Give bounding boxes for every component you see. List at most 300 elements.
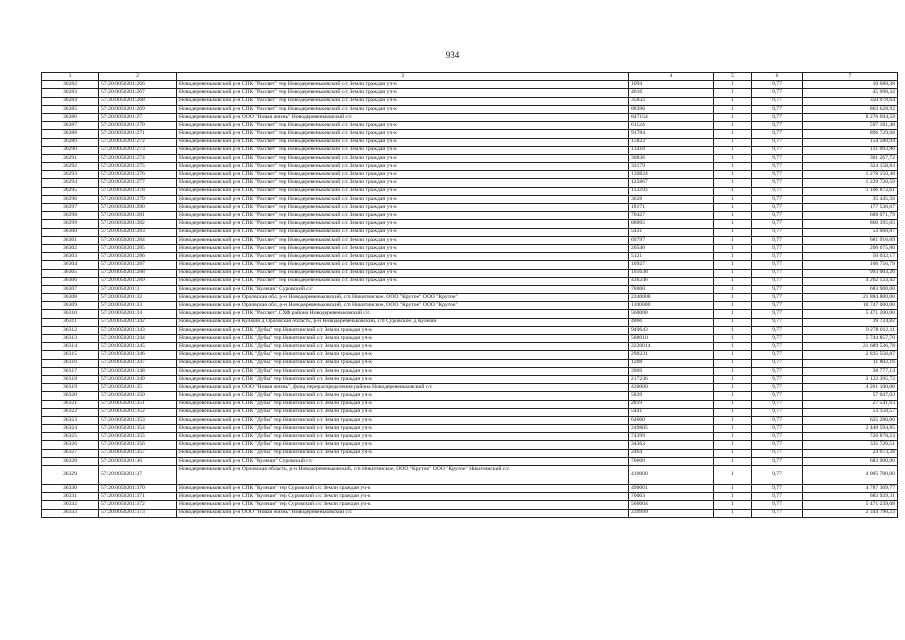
quantity-value: 1 [714, 81, 752, 89]
table-row [42, 416, 898, 424]
table-row [42, 310, 898, 318]
table-row [42, 220, 898, 228]
rate-value: 9,77 [752, 253, 803, 261]
row-number: 36330 [42, 485, 99, 493]
land-description: Новодеревеньковский р-н СПК "Дубы" тер Никитинский с/с Земли граждан уч-к [177, 359, 629, 367]
table-row [42, 113, 898, 121]
rate-value: 9,77 [752, 236, 803, 244]
rate-value: 9,77 [752, 89, 803, 97]
rate-value: 9,77 [752, 228, 803, 236]
rate-value: 9,77 [752, 408, 803, 416]
column-number-header-row [42, 73, 898, 81]
table-row [42, 130, 898, 138]
quantity-value: 1 [714, 179, 752, 187]
quantity-value: 1 [714, 220, 752, 228]
land-description: Новодеревеньковский р-н СПК "Рассвет" тер Новодеревеньковский с/с Земли граждан уч-к [177, 253, 629, 261]
table-row [42, 277, 898, 285]
quantity-value: 1 [714, 236, 752, 244]
area-value: 33179 [629, 163, 714, 171]
rate-value: 9,77 [752, 493, 803, 501]
table-row [42, 81, 898, 89]
table-row [42, 509, 898, 517]
land-description: Новодеревеньковский р-н СПК "Дубы" тер Никитинский с/с Земли граждан уч-к [177, 449, 629, 457]
row-number: 36293 [42, 171, 99, 179]
quantity-value: 1 [714, 138, 752, 146]
land-description: Новодеревеньковский р-н СПК "Дубы" тер Никитинский с/с Земли граждан уч-к [177, 408, 629, 416]
land-description: Новодеревеньковский р-н СПК "Дубы" тер Никитинский с/с Земли граждан уч-к [177, 392, 629, 400]
sum-value: 350 078,64 [803, 97, 898, 105]
column-header-1: 1 [42, 73, 99, 81]
quantity-value: 1 [714, 269, 752, 277]
area-value: 70000 [629, 285, 714, 293]
cadastral-number: 57:20:0050201:343 [99, 326, 177, 334]
cadastral-number: 57:20:0050201:36 [99, 457, 177, 465]
rate-value: 9,77 [752, 485, 803, 493]
cadastral-number: 57:20:0050201:32 [99, 294, 177, 302]
area-value: 560004 [629, 501, 714, 509]
table-body [42, 81, 898, 518]
row-number: 36319 [42, 384, 99, 392]
sum-value: 21 689 536,78 [803, 343, 898, 351]
area-value: 20540 [629, 244, 714, 252]
land-description: Новодеревеньковский р-н Орловская область, р-н Новодеревеньковский, с/п Никитинское, ООО "Крутое" ООО "Крутое" Никитинский с/с [177, 466, 629, 485]
quantity-value: 1 [714, 277, 752, 285]
rate-value: 9,77 [752, 122, 803, 130]
cadastral-number: 57:20:0050201:34 [99, 310, 177, 318]
cadastral-number: 57:20:0050201:345 [99, 343, 177, 351]
sum-value: 38 777,13 [803, 367, 898, 375]
area-value: 847154 [629, 113, 714, 121]
sum-value: 5 471 200,00 [803, 310, 898, 318]
sum-value: 45 098,32 [803, 89, 898, 97]
row-number: 36325 [42, 433, 99, 441]
rate-value: 9,77 [752, 509, 803, 517]
quantity-value: 1 [714, 351, 752, 359]
land-description: Новодеревеньковский р-н СПК "Рассвет" тер Новодеревеньковский с/с Земли граждан уч-к [177, 138, 629, 146]
area-value: 490001 [629, 485, 714, 493]
row-number: 36292 [42, 163, 99, 171]
cadastral-number: 57:20:0050201:274 [99, 154, 177, 162]
column-header-6: 6 [752, 73, 803, 81]
table-row [42, 294, 898, 302]
area-value: 5121 [629, 253, 714, 261]
cadastral-number: 57:20:0050201:277 [99, 179, 177, 187]
quantity-value: 1 [714, 509, 752, 517]
land-description: Новодеревеньковский р-н СПК "Рассвет" тер Новодеревеньковский с/с Земли граждан уч-к [177, 269, 629, 277]
row-number: 36304 [42, 261, 99, 269]
row-number: 36326 [42, 441, 99, 449]
quantity-value: 1 [714, 343, 752, 351]
rate-value: 9,77 [752, 179, 803, 187]
rate-value: 9,77 [752, 449, 803, 457]
land-description: Новодеревеньковский р-н СПК "Рассвет" тер Новодеревеньковский с/с Земли граждан уч-к [177, 146, 629, 154]
land-description: Новодеревеньковский р-н СПК "Кулешн" тер Суровский с/с Земли граждан уч-к [177, 485, 629, 493]
rate-value: 9,77 [752, 105, 803, 113]
row-number: 36298 [42, 212, 99, 220]
table-row [42, 146, 898, 154]
cadastral-number: 57:20:0050201:347 [99, 359, 177, 367]
cadastral-number: 57:20:0050201:344 [99, 335, 177, 343]
rate-value: 9,77 [752, 81, 803, 89]
sum-value: 8 276 694,58 [803, 113, 898, 121]
area-value: 560000 [629, 310, 714, 318]
table-row [42, 212, 898, 220]
sum-value: 683 900,00 [803, 285, 898, 293]
land-description: Новодеревеньковский р-н СПК "Рассвет" тер Новодеревеньковский с/с Земли граждан уч-к [177, 171, 629, 179]
rate-value: 9,77 [752, 220, 803, 228]
cadastral-number: 57:20:0050201:357 [99, 449, 177, 457]
sum-value: 5 471 239,08 [803, 501, 898, 509]
sum-value: 625 280,00 [803, 416, 898, 424]
row-number: 36284 [42, 97, 99, 105]
rate-value: 9,77 [752, 277, 803, 285]
quantity-value: 1 [714, 359, 752, 367]
area-value: 2220014 [629, 343, 714, 351]
quantity-value: 1 [714, 146, 752, 154]
sum-value: 5 744 857,70 [803, 335, 898, 343]
cadastral-number: 57:20:0050201:353 [99, 416, 177, 424]
sum-value: 863 628,92 [803, 105, 898, 113]
quantity-value: 1 [714, 154, 752, 162]
cadastral-number: 57:20:0050201:33 [99, 302, 177, 310]
land-description: Новодеревеньковский р-н СПК "Дубы" тер Никитинский с/с Земли граждан уч-к [177, 367, 629, 375]
quantity-value: 1 [714, 89, 752, 97]
sum-value: 301 267,72 [803, 154, 898, 162]
area-value: 2240000 [629, 294, 714, 302]
land-description: Новодеревеньковский р-н СПК "Рассвет" тер Новодеревеньковский с/с Земли граждан уч-к [177, 179, 629, 187]
table-row [42, 367, 898, 375]
table-row [42, 171, 898, 179]
cadastral-number: 57:20:0050201:37 [99, 466, 177, 485]
rate-value: 9,77 [752, 285, 803, 293]
land-description: Новодеревеньковский р-н СПК "Рассвет" тер Новодеревеньковский с/с Земли граждан уч-к [177, 97, 629, 105]
quantity-value: 1 [714, 416, 752, 424]
table-row [42, 400, 898, 408]
rate-value: 9,77 [752, 212, 803, 220]
table-row [42, 228, 898, 236]
quantity-value: 1 [714, 310, 752, 318]
table-row [42, 335, 898, 343]
row-number: 36296 [42, 195, 99, 203]
sum-value: 2 440 594,85 [803, 425, 898, 433]
quantity-value: 1 [714, 195, 752, 203]
rate-value: 9,77 [752, 416, 803, 424]
sum-value: 324 158,83 [803, 163, 898, 171]
land-description: Новодеревеньковский р-н СПК "Дубы" тер Никитинский с/с Земли граждан уч-к [177, 425, 629, 433]
sum-value: 53 060,87 [803, 228, 898, 236]
sum-value: 131 093,86 [803, 146, 898, 154]
table-row [42, 351, 898, 359]
column-header-3: 3 [177, 73, 629, 81]
rate-value: 9,77 [752, 310, 803, 318]
sum-value: 683 900,00 [803, 457, 898, 465]
table-row [42, 449, 898, 457]
cadastral-number: 57:20:0050201:373 [99, 509, 177, 517]
quantity-value: 1 [714, 228, 752, 236]
land-description: Новодеревеньковский р-н СПК "Кулешн" тер Суровский с/с Земли граждан уч-к [177, 493, 629, 501]
row-number: 36297 [42, 204, 99, 212]
land-description: Новодеревеньковский р-н СПК "Рассвет" тер Новодеревеньковский с/с Земли граждан уч-к [177, 212, 629, 220]
row-number: 36305 [42, 269, 99, 277]
rate-value: 9,77 [752, 392, 803, 400]
area-value: 430000 [629, 384, 714, 392]
table-row [42, 466, 898, 485]
sum-value: 335 726,51 [803, 441, 898, 449]
rate-value: 9,77 [752, 171, 803, 179]
quantity-value: 1 [714, 392, 752, 400]
sum-value: 860 395,05 [803, 220, 898, 228]
area-value: 113293 [629, 187, 714, 195]
cadastral-number: 57:20:0050201:276 [99, 171, 177, 179]
rate-value: 9,77 [752, 261, 803, 269]
table-row [42, 433, 898, 441]
cadastral-number: 57:20:0050201:27 [99, 113, 177, 121]
land-description: Новодеревеньковский р-н ООО "Новая жизнь", фонд перераспределения района Новодеревеньковский с/с [177, 384, 629, 392]
sum-value: 9 278 012,11 [803, 326, 898, 334]
land-description: Новодеревеньковский р-н СПК "Дубы" тер Никитинский с/с Земли граждан уч-к [177, 326, 629, 334]
quantity-value: 1 [714, 163, 752, 171]
row-number: 36291 [42, 154, 99, 162]
land-description: Новодеревеньковский р-н СПК "Рассвет" тер Новодеревеньковский с/с Земли граждан уч-к [177, 105, 629, 113]
quantity-value: 1 [714, 326, 752, 334]
table-row [42, 244, 898, 252]
land-description: Новодеревеньковский р-н СПК "Рассвет" тер Новодеревеньковский с/с Земли граждан уч-к [177, 195, 629, 203]
rate-value: 9,77 [752, 326, 803, 334]
sum-value: 50 032,17 [803, 253, 898, 261]
area-value: 64000 [629, 416, 714, 424]
land-description: Новодеревеньковский р-н СПК "Рассвет" тер Новодеревеньковский с/с Земли граждан уч-к [177, 228, 629, 236]
quantity-value: 1 [714, 122, 752, 130]
sum-value: 35 445,56 [803, 195, 898, 203]
rate-value: 9,77 [752, 343, 803, 351]
quantity-value: 1 [714, 485, 752, 493]
quantity-value: 1 [714, 335, 752, 343]
area-value: 249805 [629, 425, 714, 433]
cadastral-number: 57:20:0050201:269 [99, 105, 177, 113]
area-value: 30836 [629, 154, 714, 162]
land-description: Новодеревеньковский р-н СПК "Кулешн" Суровский с/с [177, 457, 629, 465]
row-number: 36312 [42, 326, 99, 334]
area-value: 3969 [629, 367, 714, 375]
table-row [42, 493, 898, 501]
row-number: 36303 [42, 253, 99, 261]
row-number: 36324 [42, 425, 99, 433]
row-number: 36289 [42, 138, 99, 146]
row-number: 36290 [42, 146, 99, 154]
quantity-value: 1 [714, 302, 752, 310]
cadastral-number: 57:20:0050201:281 [99, 212, 177, 220]
cadastral-number: 57:20:0050201:287 [99, 261, 177, 269]
cadastral-number: 57:20:0050201:352 [99, 408, 177, 416]
rate-value: 9,77 [752, 433, 803, 441]
cadastral-number: 57:20:0050201:283 [99, 228, 177, 236]
rate-value: 9,77 [752, 130, 803, 138]
row-number: 36309 [42, 302, 99, 310]
cadastral-number: 57:20:0050201:272 [99, 138, 177, 146]
table-row [42, 392, 898, 400]
table-row [42, 359, 898, 367]
cadastral-number: 57:20:0050201:282 [99, 220, 177, 228]
row-number: 36285 [42, 105, 99, 113]
land-description: Новодеревеньковский р-н Орловская обл, р-н Новодеревеньковский, с/п Никитинское, ООО "Крутое" ООО "Крутое" [177, 302, 629, 310]
rate-value: 9,77 [752, 163, 803, 171]
row-number: 36318 [42, 375, 99, 383]
cadastral-number: 57:20:0050201:284 [99, 236, 177, 244]
land-description: Новодеревеньковский р-н СПК "Рассвет" тер Новодеревеньковский с/с Земли граждан уч-к [177, 187, 629, 195]
table-row [42, 236, 898, 244]
land-registry-table [41, 72, 898, 518]
row-number: 36329 [42, 466, 99, 485]
area-value: 2819 [629, 400, 714, 408]
table-row [42, 195, 898, 203]
cadastral-number: 57:20:0050201:356 [99, 441, 177, 449]
cadastral-number: 57:20:0050201:348 [99, 367, 177, 375]
sum-value: 24 073,28 [803, 449, 898, 457]
rate-value: 9,77 [752, 375, 803, 383]
area-value: 61124 [629, 122, 714, 130]
cadastral-number: 57:20:0050201:342 [99, 318, 177, 326]
sum-value: 1 229 720,59 [803, 179, 898, 187]
area-value: 1094 [629, 81, 714, 89]
quantity-value: 1 [714, 130, 752, 138]
quantity-value: 1 [714, 384, 752, 392]
sum-value: 53 158,57 [803, 408, 898, 416]
area-value: 2464 [629, 449, 714, 457]
land-description: Новодеревеньковский р-н СПК "Рассвет",СХФ района Новодеревеньковский с/с [177, 310, 629, 318]
area-value: 70427 [629, 212, 714, 220]
area-value: 13418 [629, 146, 714, 154]
cadastral-number: 57:20:0050201:346 [99, 351, 177, 359]
table-row [42, 384, 898, 392]
land-description: Новодеревеньковский р-н СПК "Дубы" тер Никитинский с/с Земли граждан уч-к [177, 375, 629, 383]
sum-value: 683 929,31 [803, 493, 898, 501]
area-value: 130824 [629, 171, 714, 179]
table-row [42, 408, 898, 416]
table-row [42, 343, 898, 351]
cadastral-number: 57:20:0050201:349 [99, 375, 177, 383]
sum-value: 10 688,38 [803, 81, 898, 89]
rate-value: 9,77 [752, 318, 803, 326]
area-value: 5441 [629, 408, 714, 416]
land-description: Новодеревеньковский р-н СПК "Рассвет" тер Новодеревеньковский с/с Земли граждан уч-к [177, 130, 629, 138]
area-value: 69797 [629, 236, 714, 244]
row-number: 36283 [42, 89, 99, 97]
row-number: 36322 [42, 408, 99, 416]
area-value: 88396 [629, 105, 714, 113]
cadastral-number: 57:20:0050201:289 [99, 277, 177, 285]
sum-value: 726 878,23 [803, 433, 898, 441]
land-description: Новодеревеньковский р-н СПК "Дубы" тер Никитинский с/с Земли граждан уч-к [177, 416, 629, 424]
row-number: 36282 [42, 81, 99, 89]
row-number: 36316 [42, 359, 99, 367]
land-description: Новодеревеньковский р-н СПК "Рассвет" тер Новодеревеньковский с/с Земли граждан уч-к [177, 154, 629, 162]
rate-value: 9,77 [752, 367, 803, 375]
sum-value: 177 530,67 [803, 204, 898, 212]
area-value: 70000 [629, 457, 714, 465]
land-description: Новодеревеньковский р-н СПК "Дубы" тер Никитинский с/с Земли граждан уч-к [177, 400, 629, 408]
row-number: 36328 [42, 457, 99, 465]
cadastral-number: 57:20:0050201:355 [99, 433, 177, 441]
rate-value: 9,77 [752, 113, 803, 121]
cadastral-number: 57:20:0050201:371 [99, 493, 177, 501]
rate-value: 9,77 [752, 302, 803, 310]
quantity-value: 1 [714, 253, 752, 261]
quantity-value: 1 [714, 204, 752, 212]
table-row [42, 179, 898, 187]
land-description: Новодеревеньковский р-н СПК "Рассвет" тер Новодеревеньковский с/с Земли граждан уч-к [177, 204, 629, 212]
table-row [42, 302, 898, 310]
table-row [42, 261, 898, 269]
row-number: 36311 [42, 318, 99, 326]
table-row [42, 253, 898, 261]
area-value: 35832 [629, 97, 714, 105]
rate-value: 9,77 [752, 457, 803, 465]
row-number: 36294 [42, 179, 99, 187]
row-number: 36308 [42, 294, 99, 302]
cadastral-number: 57:20:0050201:271 [99, 130, 177, 138]
row-number: 36288 [42, 130, 99, 138]
row-number: 36331 [42, 493, 99, 501]
cadastral-number: 57:20:0050201:266 [99, 81, 177, 89]
rate-value: 9,77 [752, 187, 803, 195]
cadastral-number: 57:20:0050201:278 [99, 187, 177, 195]
column-header-7: 7 [803, 73, 898, 81]
quantity-value: 1 [714, 187, 752, 195]
land-description: Новодеревеньковский р-н ООО "Новая жизнь" Новодеревеньковский с/с [177, 509, 629, 517]
row-number: 36299 [42, 220, 99, 228]
rate-value: 9,77 [752, 359, 803, 367]
column-header-2: 2 [99, 73, 177, 81]
area-value: 290231 [629, 351, 714, 359]
table-row [42, 187, 898, 195]
table-row [42, 375, 898, 383]
quantity-value: 1 [714, 433, 752, 441]
rate-value: 9,77 [752, 501, 803, 509]
quantity-value: 1 [714, 294, 752, 302]
land-description: Новодеревеньковский р-н СПК "Рассвет" тер Новодеревеньковский с/с Земли граждан уч-к [177, 220, 629, 228]
sum-value: 154 580,94 [803, 138, 898, 146]
rate-value: 9,77 [752, 425, 803, 433]
sum-value: 2 835 556,87 [803, 351, 898, 359]
row-number: 36295 [42, 187, 99, 195]
area-value: 74399 [629, 433, 714, 441]
quantity-value: 1 [714, 244, 752, 252]
table-row [42, 501, 898, 509]
sum-value: 4 201 100,00 [803, 384, 898, 392]
rate-value: 9,77 [752, 195, 803, 203]
rate-value: 9,77 [752, 441, 803, 449]
table-row [42, 163, 898, 171]
sum-value: 1 278 150,48 [803, 171, 898, 179]
table-row [42, 204, 898, 212]
rate-value: 9,77 [752, 294, 803, 302]
cadastral-number: 57:20:0050201:273 [99, 146, 177, 154]
land-description: Новодеревеньковский р-н СПК "Кулешн" тер Суровский с/с Земли граждан уч-к [177, 501, 629, 509]
sum-value: 57 047,03 [803, 392, 898, 400]
area-value: 15822 [629, 138, 714, 146]
cadastral-number: 57:20:0050201:354 [99, 425, 177, 433]
row-number: 36313 [42, 335, 99, 343]
table-row [42, 441, 898, 449]
area-value: 949643 [629, 326, 714, 334]
cadastral-number: 57:20:0050201:275 [99, 163, 177, 171]
area-value: 18171 [629, 204, 714, 212]
table-row [42, 285, 898, 293]
table-row [42, 105, 898, 113]
rate-value: 9,77 [752, 466, 803, 485]
quantity-value: 1 [714, 457, 752, 465]
table-row [42, 97, 898, 105]
